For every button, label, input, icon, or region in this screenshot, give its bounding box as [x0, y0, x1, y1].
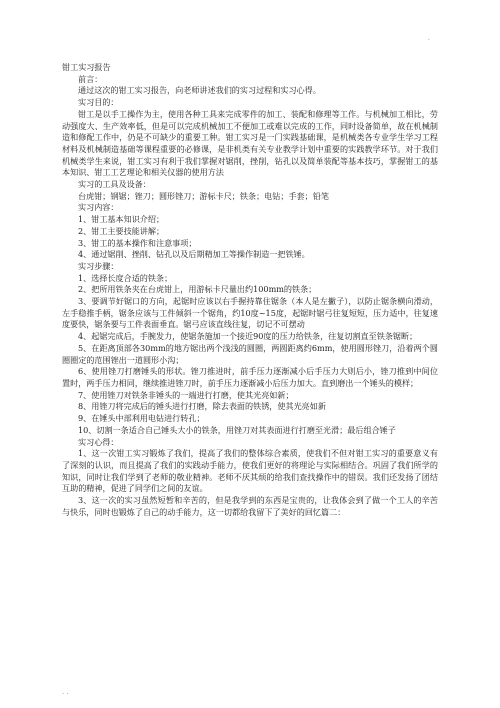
step-item: 2、把所用铁条夹在台虎钳上，用游标卡尺量出约100mm的铁条； — [78, 284, 317, 295]
step-item: 5、在距离顶部各30mm的地方锯出两个浅浅的圆圈，两圆距离约6mm，使用圆形锉刀，沿着两个圆圈圈定的范围锉出一道圆形小沟； — [62, 342, 438, 365]
preface-paragraph: 通过这次的钳工实习报告，向老师讲述我们的实习过程和实习心得。 — [78, 85, 321, 96]
step-item: 8、用锉刀将完成后的锤头进行打磨，除去表面的铁锈，使其光亮如新 — [78, 401, 326, 412]
step-item: 4、起锯完成后，手腕发力，使锯条施加一个接近90度的压力给铁条，往复切割直至铁条锯断； — [78, 331, 418, 342]
purpose-heading: 实习目的： — [78, 97, 119, 108]
preface-heading: 前言： — [78, 73, 103, 84]
report-content — [62, 62, 438, 518]
reflection-paragraph: 3、这一次的实习虽然短暂和辛苦的，但是我学到的东西是宝贵的，让我体会到了做一个工人的辛苦与快乐，同时也锻炼了自己的动手能力，这一切都给我留下了美好的回忆篇二： — [62, 495, 438, 517]
content-item: 4、通过锯削、挫削、钻孔以及后期精加工等操作制造一把铁锤。 — [78, 249, 310, 260]
steps-heading: 实习步骤： — [78, 260, 119, 271]
header-mark: · — [427, 36, 430, 44]
footer-mark: · · — [62, 690, 69, 698]
step-item: 10、切割一条适合自己锤头大小的铁条，用锉刀对其表面进行打磨至光滑；最后组合锤子 — [78, 424, 396, 435]
content-item: 2、钳工主要技能讲解； — [78, 225, 165, 236]
report-title: 钳工实习报告 — [62, 62, 111, 72]
step-item: 9、在锤头中部利用电钻进行转孔； — [78, 413, 205, 424]
step-item: 7、使用锉刀对铁条非锤头的一端进行打磨，使其光亮如新； — [78, 389, 294, 400]
step-item: 6、使用锉刀打磨锤头的形状。锉刀推进时，前手压力逐渐减小后手压力大则后小，锉刀推到中间位置时，两手压力相同，继续推进锉刀时，前手压力逐渐减小后压力加大。直到磨出一个锤头的模样； — [62, 366, 438, 388]
tools-paragraph: 台虎钳；钢锯；锉刀；圆形锉刀；游标卡尺；铁条；电钻；手套；铅笔 — [78, 190, 329, 201]
content-heading: 实习内容： — [78, 202, 119, 213]
reflection-paragraph: 1、这一次钳工实习锻炼了我们，提高了我们的整体综合素质，使我们不但对钳工实习的重要意义有了深刻的认识，而且提高了我们的实践动手能力，使我们更好的将理论与实际相结合。巩固了我们所学的知识，同时让我们学到了老师的敬业精神。老师不厌其烦的给我们查找操作中的错误。我们还发扬了团结互助的精神，促进了同学们之间的友谊。 — [62, 448, 438, 494]
purpose-paragraph: 钳工是以手工操作为主，使用各种工具来完成零件的加工、装配和修理等工作。与机械加工相比，劳动强度大、生产效率低，但是可以完成机械加工不便加工或难以完成的工作，同时设备简单，故在机械制造和修配工作中，仍是不可缺少的重要工种。钳工实习是一门实践基础课，是机械类各专业学生学习工程材料及机械制造基础等课程重要的必修课，是非机类有关专业教学计划中重要的实践教学环节。对于我们机械类学生来说，钳工实习有利于我们掌握对锯削，挫削，钻孔以及简单装配等基本技巧，掌握钳工的基本知识、钳工工艺理论和相关仪器的使用方法 — [62, 108, 438, 178]
step-item: 3、要调节好锯口的方向，起锯时应该以右手握持靠住锯条（本人是左撇子），以防止锯条横向滑动，左手稳推手柄，锯条应该与工件倾斜一个锯角，约10度~15度，起锯时锯弓往复短短，压力适中，往复速度要快，锯条要与工件表面垂直。锯弓应该直线往复，切记不可摆动 — [62, 296, 438, 330]
content-item: 1、钳工基本知识介绍； — [78, 214, 165, 225]
reflection-heading: 实习心得： — [78, 436, 119, 447]
step-item: 1、选择长度合适的铁条； — [78, 272, 173, 283]
content-item: 3、钳工的基本操作和注意事项； — [78, 237, 197, 248]
tools-heading: 实习的工具及设备： — [78, 179, 151, 190]
